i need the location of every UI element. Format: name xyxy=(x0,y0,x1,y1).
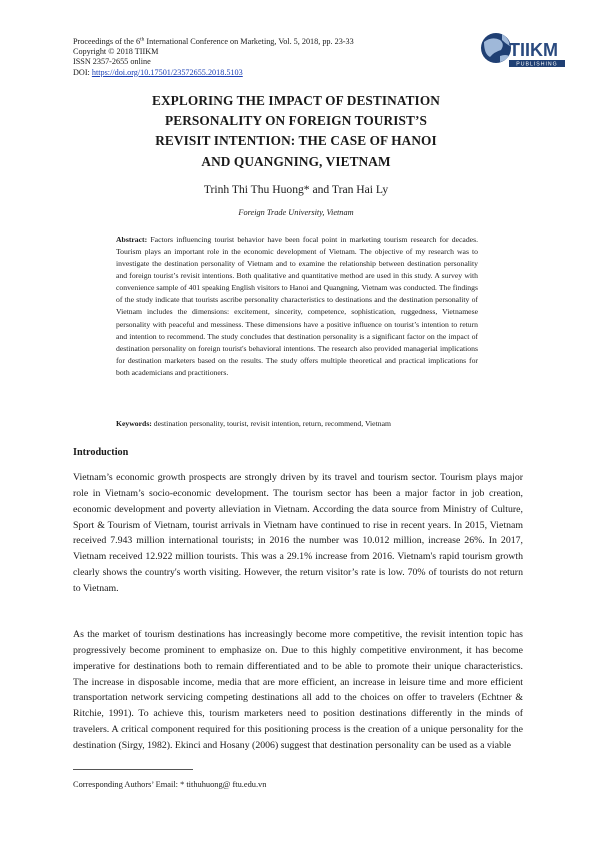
abstract xyxy=(116,234,478,379)
abstract-label: Abstract: xyxy=(116,235,148,244)
issn-line: ISSN 2357-2655 online xyxy=(73,57,151,67)
title-line: REVISIT INTENTION: THE CASE OF HANOI xyxy=(155,133,437,149)
doi-line xyxy=(73,68,453,78)
keywords-text: destination personality, tourist, revisit intention, return, recommend, Vietnam xyxy=(151,419,391,428)
logo-wordmark: TIIKM xyxy=(509,40,558,60)
doi-link[interactable]: https://doi.org/10.17501/23572655.2018.5103 xyxy=(91,67,243,77)
publication-meta xyxy=(73,37,453,78)
globe-icon xyxy=(481,33,511,63)
doi-label: DOI: xyxy=(73,67,92,77)
keywords xyxy=(116,419,478,428)
footnote-divider xyxy=(73,769,193,770)
proceedings-ordinal: th xyxy=(140,36,145,43)
authors: Trinh Thi Thu Huong* and Tran Hai Ly xyxy=(203,183,389,196)
title-line: EXPLORING THE IMPACT OF DESTINATION xyxy=(152,93,440,108)
paper-title xyxy=(90,91,502,172)
title-line: PERSONALITY ON FOREIGN TOURIST’S xyxy=(165,113,427,129)
affiliation: Foreign Trade University, Vietnam xyxy=(238,208,354,217)
section-heading-introduction: Introduction xyxy=(73,447,129,458)
body-paragraph: As the market of tourism destinations has increasingly become more competitive, the revisit intention topic has progressively become prominent to emphasize on. Due to this highly competitive environment, it has become imperative for destinations both to remain differentiated and to be able to promote their unique characteristics. The increase in disposable income, media that are more efficient, an increase in leisure time and more efficient transportation network servicing competing destinations all add to the choices on offer to travelers (Echtner & Ritchie, 1991). To achieve this, tourism marketers need to position destinations differently in the minds of travelers. A critical component required for this positioning process is the creation of a unique personality for the destination (Sirgy, 1982). Ekinci and Hosany (2006) suggest that destination personality can be used as a viable xyxy=(73,629,523,751)
title-line: AND QUANGNING, VIETNAM xyxy=(201,153,391,169)
logo-tagline: PUBLISHING xyxy=(516,61,558,68)
copyright-line: Copyright © 2018 TIIKM xyxy=(73,47,159,57)
abstract-text: Factors influencing tourist behavior have been focal point in marketing tourism research for decades. Tourism plays an important role in the economic development of Vietnam. The objective of my research was to investigate the destination personality of Vietnam and to examine the relationship between destination personality and foreign tourist’s revisit intentions. Both qualitative and quantitative method are used in this study. A survey with convenience sample of 401 speaking English visitors to Hanoi and Quangning, Vietnam was conducted. The findings of the study indicate that tourists ascribe personality characteristics to destinations and the destination personality of Vietnam includes the dimensions: excitement, sincerity, competence, sophistication, ruggedness, Vietnamese personality with peaceful and messiness. These dimensions have a positive influence on tourist’s intention to return and intention to recommend. The study concludes that destination personality is a significant factor on the impact of destination personality on foreign tourist's behavioral intentions. The research also provided managerial implications for destination marketers based on the results. The study offers multiple theoretical and practical implications for both academicians and practitioners. xyxy=(116,235,478,377)
keywords-label: Keywords: xyxy=(116,419,152,428)
proceedings-text-rest: International Conference on Marketing, Vol. 5, 2018, pp. 23-33 xyxy=(144,37,354,46)
proceedings-line xyxy=(73,37,453,47)
corresponding-author-email: Corresponding Authors’ Email: * tithuhuong@ ftu.edu.vn xyxy=(73,780,267,789)
body-paragraph: Vietnam’s economic growth prospects are strongly driven by its travel and tourism sector. Tourism plays major role in Vietnam’s socio-economic development. The tourism sector has been a major factor in job creation, economic development and poverty alleviation in Vietnam. According the data source from Ministry of Culture, Sport & Tourism of Vietnam, tourist arrivals in Vietnam have continued to rise in recent years. In 2015, Vietnam received 7.943 million international tourists; in 2016 the number was 10.012 million, increase 26%. In 2017, Vietnam received 12.922 million tourists. This was a 29.1% increase from 2016. Vietnam's rapid tourism growth clearly shows the country's worth visiting. However, the return visitor’s rate is low. 70% of tourists do not return to Vietnam. xyxy=(73,472,523,594)
tiikm-publishing-logo xyxy=(478,26,568,74)
proceedings-text: Proceedings of the 6 xyxy=(73,37,141,46)
